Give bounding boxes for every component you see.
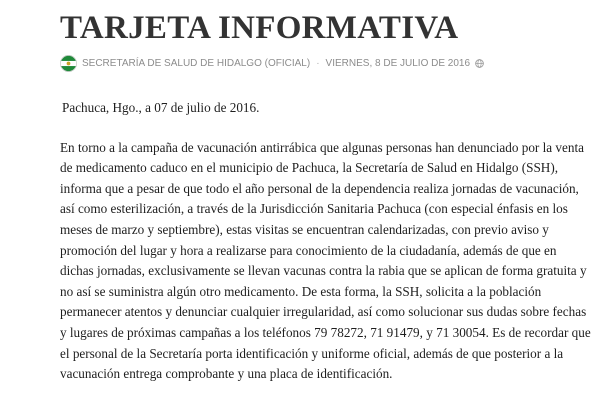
meta-separator: · — [316, 57, 320, 69]
post-meta — [60, 52, 600, 74]
page-title: TARJETA INFORMATIVA — [60, 10, 459, 46]
post-date[interactable]: VIERNES, 8 DE JULIO DE 2016 — [325, 57, 471, 69]
article-body — [60, 98, 592, 385]
article-paragraph: En torno a la campaña de vacunación antirrábica que algunas personas han denunciado por la venta de medicamento caduco en el municipio de Pachuca, la Secretaría de Salud en Hidalgo (SSH), informa que a pesar de que todo el año personal de la dependencia realiza jornadas de vacunación, así como esterilización, a través de la Jurisdicción Sanitaria Pachuca (con especial énfasis en los meses de marzo y septiembre), estas visitas se encuentran calendarizadas, con previo aviso y promoción del lugar y hora a realizarse para conocimiento de la ciudadanía, además de que en dichas jornadas, exclusivamente se llevan vacunas contra la rabia que se aplican de forma gratuita y no así se suministra algún otro medicamento. De esta forma, la SSH, solicita a la población permanecer atentos y denunciar cualquier irregularidad, así como solucionar sus dudas sobre fechas y lugares de próximas campañas a los teléfonos 79 78272, 71 91479, y 71 30054. Es de recordar que el personal de la Secretaría porta identificación y uniforme oficial, además de que posterior a la vacunación entrega comprobante y una placa de identificación. — [60, 139, 591, 382]
author-avatar[interactable] — [60, 55, 77, 72]
author-link[interactable]: SECRETARÍA DE SALUD DE HIDALGO (OFICIAL) — [82, 57, 311, 69]
article-dateline: Pachuca, Hgo., a 07 de julio de 2016. — [62, 100, 260, 115]
globe-icon — [475, 59, 484, 68]
